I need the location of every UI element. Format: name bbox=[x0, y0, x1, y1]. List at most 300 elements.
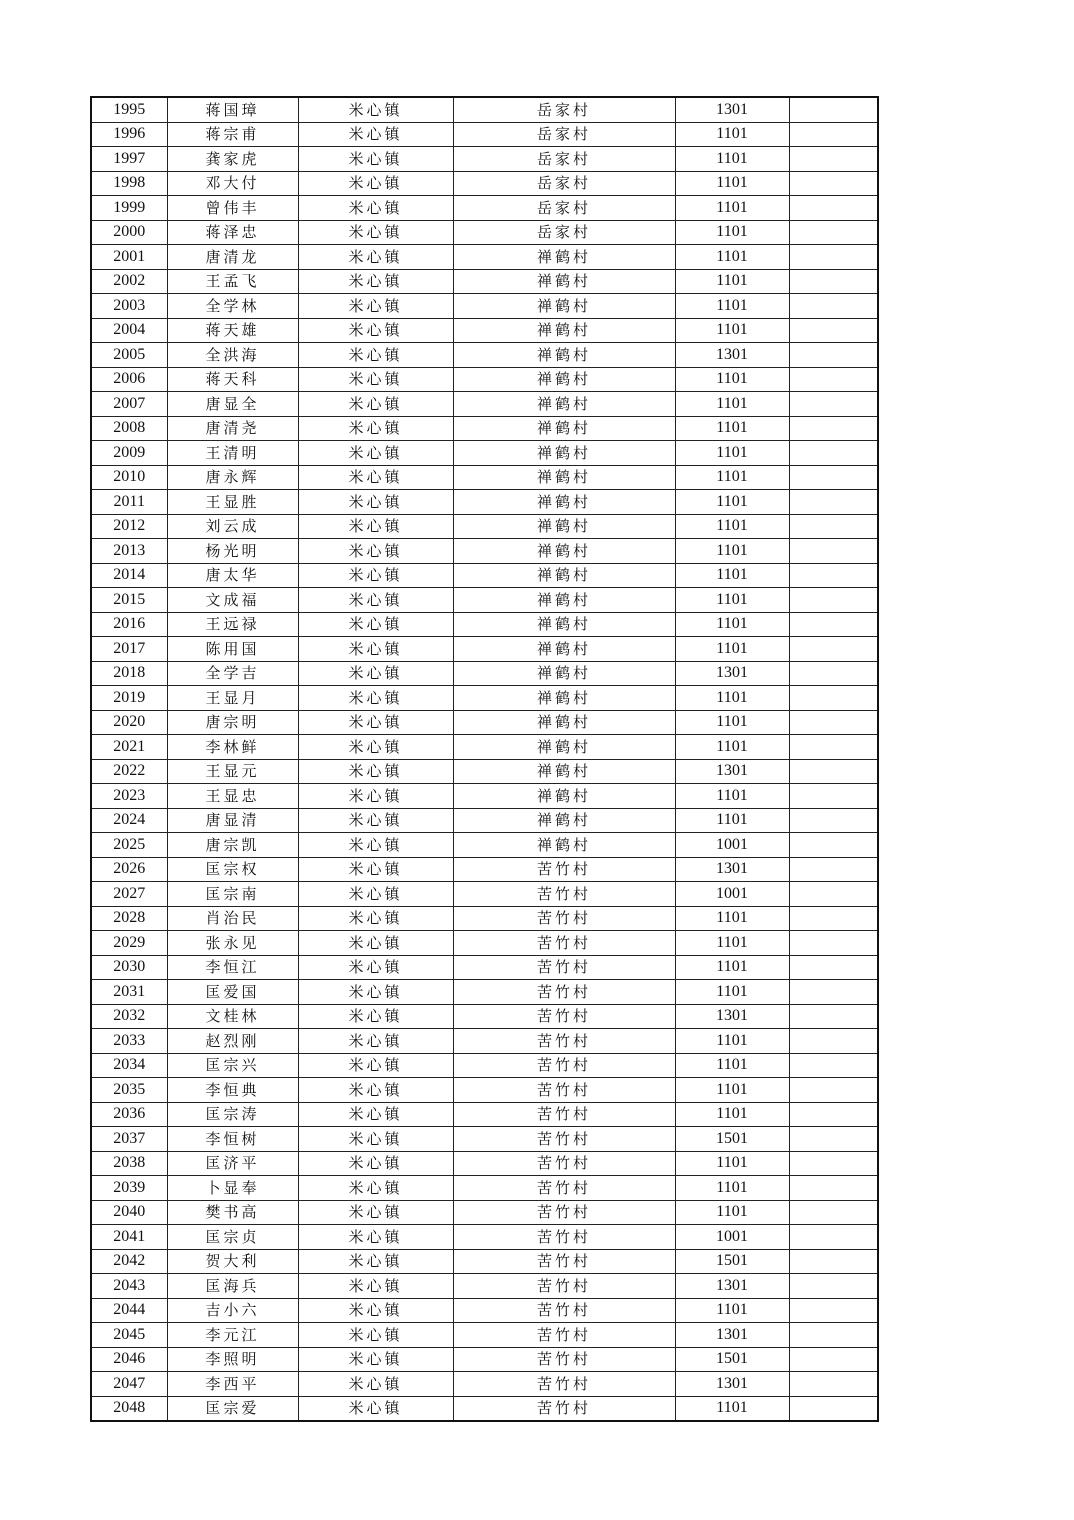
village-cell: 苦竹村 bbox=[453, 1102, 675, 1127]
code-cell: 1101 bbox=[675, 392, 789, 417]
table-row bbox=[91, 808, 878, 833]
row-index-cell: 2040 bbox=[91, 1200, 167, 1225]
town-cell: 米心镇 bbox=[298, 808, 453, 833]
town-cell: 米心镇 bbox=[298, 588, 453, 613]
table-row bbox=[91, 1200, 878, 1225]
row-index-cell: 2010 bbox=[91, 465, 167, 490]
row-index-cell: 2001 bbox=[91, 245, 167, 270]
town-cell: 米心镇 bbox=[298, 1396, 453, 1421]
village-cell: 禅鹤村 bbox=[453, 759, 675, 784]
blank-cell bbox=[789, 97, 878, 122]
town-cell: 米心镇 bbox=[298, 1200, 453, 1225]
row-index-cell: 1999 bbox=[91, 196, 167, 221]
code-cell: 1101 bbox=[675, 367, 789, 392]
name-cell: 邓大付 bbox=[167, 171, 298, 196]
blank-cell bbox=[789, 1151, 878, 1176]
village-cell: 禅鹤村 bbox=[453, 784, 675, 809]
town-cell: 米心镇 bbox=[298, 563, 453, 588]
village-cell: 苦竹村 bbox=[453, 1347, 675, 1372]
table-row bbox=[91, 1004, 878, 1029]
table-row bbox=[91, 1249, 878, 1274]
blank-cell bbox=[789, 710, 878, 735]
row-index-cell: 2024 bbox=[91, 808, 167, 833]
code-cell: 1101 bbox=[675, 416, 789, 441]
name-cell: 蒋泽忠 bbox=[167, 220, 298, 245]
table-row bbox=[91, 1151, 878, 1176]
blank-cell bbox=[789, 465, 878, 490]
code-cell: 1101 bbox=[675, 147, 789, 172]
village-cell: 禅鹤村 bbox=[453, 269, 675, 294]
code-cell: 1101 bbox=[675, 931, 789, 956]
table-row bbox=[91, 1274, 878, 1299]
row-index-cell: 1996 bbox=[91, 122, 167, 147]
town-cell: 米心镇 bbox=[298, 343, 453, 368]
row-index-cell: 2027 bbox=[91, 882, 167, 907]
blank-cell bbox=[789, 1323, 878, 1348]
name-cell: 蒋天科 bbox=[167, 367, 298, 392]
blank-cell bbox=[789, 220, 878, 245]
code-cell: 1101 bbox=[675, 465, 789, 490]
village-cell: 岳家村 bbox=[453, 97, 675, 122]
name-cell: 杨光明 bbox=[167, 539, 298, 564]
village-cell: 禅鹤村 bbox=[453, 343, 675, 368]
code-cell: 1101 bbox=[675, 808, 789, 833]
code-cell: 1101 bbox=[675, 171, 789, 196]
table-row bbox=[91, 343, 878, 368]
village-cell: 苦竹村 bbox=[453, 1372, 675, 1397]
town-cell: 米心镇 bbox=[298, 220, 453, 245]
blank-cell bbox=[789, 392, 878, 417]
row-index-cell: 1998 bbox=[91, 171, 167, 196]
blank-cell bbox=[789, 122, 878, 147]
name-cell: 唐清龙 bbox=[167, 245, 298, 270]
row-index-cell: 2023 bbox=[91, 784, 167, 809]
table-row bbox=[91, 833, 878, 858]
row-index-cell: 2005 bbox=[91, 343, 167, 368]
table-row bbox=[91, 220, 878, 245]
row-index-cell: 2019 bbox=[91, 686, 167, 711]
table-row bbox=[91, 980, 878, 1005]
name-cell: 李元江 bbox=[167, 1323, 298, 1348]
village-cell: 岳家村 bbox=[453, 122, 675, 147]
blank-cell bbox=[789, 196, 878, 221]
name-cell: 匡宗涛 bbox=[167, 1102, 298, 1127]
name-cell: 王显月 bbox=[167, 686, 298, 711]
town-cell: 米心镇 bbox=[298, 294, 453, 319]
table-row bbox=[91, 1078, 878, 1103]
name-cell: 陈用国 bbox=[167, 637, 298, 662]
blank-cell bbox=[789, 1200, 878, 1225]
table-row bbox=[91, 196, 878, 221]
row-index-cell: 2045 bbox=[91, 1323, 167, 1348]
name-cell: 匡海兵 bbox=[167, 1274, 298, 1299]
town-cell: 米心镇 bbox=[298, 147, 453, 172]
town-cell: 米心镇 bbox=[298, 97, 453, 122]
name-cell: 全学林 bbox=[167, 294, 298, 319]
blank-cell bbox=[789, 490, 878, 515]
row-index-cell: 2006 bbox=[91, 367, 167, 392]
row-index-cell: 2046 bbox=[91, 1347, 167, 1372]
blank-cell bbox=[789, 1029, 878, 1054]
village-cell: 苦竹村 bbox=[453, 955, 675, 980]
blank-cell bbox=[789, 759, 878, 784]
table-row bbox=[91, 147, 878, 172]
village-cell: 岳家村 bbox=[453, 171, 675, 196]
village-cell: 苦竹村 bbox=[453, 1298, 675, 1323]
row-index-cell: 2047 bbox=[91, 1372, 167, 1397]
village-cell: 禅鹤村 bbox=[453, 465, 675, 490]
code-cell: 1101 bbox=[675, 1151, 789, 1176]
town-cell: 米心镇 bbox=[298, 539, 453, 564]
code-cell: 1101 bbox=[675, 441, 789, 466]
blank-cell bbox=[789, 1396, 878, 1421]
row-index-cell: 2000 bbox=[91, 220, 167, 245]
name-cell: 匡宗爱 bbox=[167, 1396, 298, 1421]
code-cell: 1101 bbox=[675, 490, 789, 515]
name-cell: 文桂林 bbox=[167, 1004, 298, 1029]
town-cell: 米心镇 bbox=[298, 490, 453, 515]
town-cell: 米心镇 bbox=[298, 882, 453, 907]
village-cell: 禅鹤村 bbox=[453, 661, 675, 686]
town-cell: 米心镇 bbox=[298, 318, 453, 343]
table-row bbox=[91, 514, 878, 539]
code-cell: 1301 bbox=[675, 1274, 789, 1299]
code-cell: 1001 bbox=[675, 833, 789, 858]
table-row bbox=[91, 784, 878, 809]
code-cell: 1101 bbox=[675, 637, 789, 662]
code-cell: 1101 bbox=[675, 588, 789, 613]
code-cell: 1501 bbox=[675, 1249, 789, 1274]
row-index-cell: 2012 bbox=[91, 514, 167, 539]
table-row bbox=[91, 318, 878, 343]
village-cell: 禅鹤村 bbox=[453, 392, 675, 417]
blank-cell bbox=[789, 637, 878, 662]
row-index-cell: 2029 bbox=[91, 931, 167, 956]
table-row bbox=[91, 490, 878, 515]
name-cell: 唐显全 bbox=[167, 392, 298, 417]
table-row bbox=[91, 1396, 878, 1421]
blank-cell bbox=[789, 1176, 878, 1201]
town-cell: 米心镇 bbox=[298, 1372, 453, 1397]
row-index-cell: 2003 bbox=[91, 294, 167, 319]
code-cell: 1101 bbox=[675, 1200, 789, 1225]
row-index-cell: 2016 bbox=[91, 612, 167, 637]
row-index-cell: 2022 bbox=[91, 759, 167, 784]
code-cell: 1101 bbox=[675, 269, 789, 294]
blank-cell bbox=[789, 343, 878, 368]
table-row bbox=[91, 857, 878, 882]
town-cell: 米心镇 bbox=[298, 269, 453, 294]
code-cell: 1101 bbox=[675, 710, 789, 735]
village-cell: 禅鹤村 bbox=[453, 735, 675, 760]
blank-cell bbox=[789, 245, 878, 270]
table-row bbox=[91, 171, 878, 196]
row-index-cell: 2018 bbox=[91, 661, 167, 686]
table-row bbox=[91, 1298, 878, 1323]
town-cell: 米心镇 bbox=[298, 686, 453, 711]
town-cell: 米心镇 bbox=[298, 833, 453, 858]
village-cell: 岳家村 bbox=[453, 220, 675, 245]
village-cell: 禅鹤村 bbox=[453, 416, 675, 441]
name-cell: 刘云成 bbox=[167, 514, 298, 539]
row-index-cell: 2002 bbox=[91, 269, 167, 294]
code-cell: 1301 bbox=[675, 661, 789, 686]
blank-cell bbox=[789, 1004, 878, 1029]
blank-cell bbox=[789, 857, 878, 882]
table-row bbox=[91, 1029, 878, 1054]
row-index-cell: 2035 bbox=[91, 1078, 167, 1103]
code-cell: 1101 bbox=[675, 294, 789, 319]
village-cell: 禅鹤村 bbox=[453, 514, 675, 539]
town-cell: 米心镇 bbox=[298, 514, 453, 539]
village-cell: 禅鹤村 bbox=[453, 490, 675, 515]
name-cell: 匡济平 bbox=[167, 1151, 298, 1176]
name-cell: 李恒典 bbox=[167, 1078, 298, 1103]
village-cell: 苦竹村 bbox=[453, 1078, 675, 1103]
table-row bbox=[91, 1323, 878, 1348]
table-row bbox=[91, 1347, 878, 1372]
code-cell: 1101 bbox=[675, 612, 789, 637]
code-cell: 1101 bbox=[675, 245, 789, 270]
code-cell: 1101 bbox=[675, 122, 789, 147]
town-cell: 米心镇 bbox=[298, 1225, 453, 1250]
table-row bbox=[91, 906, 878, 931]
code-cell: 1101 bbox=[675, 1053, 789, 1078]
row-index-cell: 2048 bbox=[91, 1396, 167, 1421]
name-cell: 李照明 bbox=[167, 1347, 298, 1372]
town-cell: 米心镇 bbox=[298, 171, 453, 196]
village-cell: 苦竹村 bbox=[453, 1053, 675, 1078]
town-cell: 米心镇 bbox=[298, 931, 453, 956]
code-cell: 1101 bbox=[675, 563, 789, 588]
row-index-cell: 2033 bbox=[91, 1029, 167, 1054]
table-row bbox=[91, 1053, 878, 1078]
row-index-cell: 2031 bbox=[91, 980, 167, 1005]
name-cell: 唐太华 bbox=[167, 563, 298, 588]
name-cell: 李西平 bbox=[167, 1372, 298, 1397]
town-cell: 米心镇 bbox=[298, 906, 453, 931]
table-row bbox=[91, 563, 878, 588]
blank-cell bbox=[789, 539, 878, 564]
table-row bbox=[91, 392, 878, 417]
row-index-cell: 2034 bbox=[91, 1053, 167, 1078]
row-index-cell: 2032 bbox=[91, 1004, 167, 1029]
row-index-cell: 2007 bbox=[91, 392, 167, 417]
blank-cell bbox=[789, 269, 878, 294]
name-cell: 卜显奉 bbox=[167, 1176, 298, 1201]
code-cell: 1101 bbox=[675, 955, 789, 980]
blank-cell bbox=[789, 1372, 878, 1397]
code-cell: 1101 bbox=[675, 318, 789, 343]
village-cell: 苦竹村 bbox=[453, 1151, 675, 1176]
village-cell: 苦竹村 bbox=[453, 1176, 675, 1201]
name-cell: 蒋天雄 bbox=[167, 318, 298, 343]
village-cell: 禅鹤村 bbox=[453, 833, 675, 858]
code-cell: 1101 bbox=[675, 220, 789, 245]
town-cell: 米心镇 bbox=[298, 1176, 453, 1201]
table-row bbox=[91, 294, 878, 319]
town-cell: 米心镇 bbox=[298, 955, 453, 980]
blank-cell bbox=[789, 367, 878, 392]
row-index-cell: 2025 bbox=[91, 833, 167, 858]
blank-cell bbox=[789, 784, 878, 809]
row-index-cell: 2039 bbox=[91, 1176, 167, 1201]
village-cell: 禅鹤村 bbox=[453, 612, 675, 637]
table-row bbox=[91, 539, 878, 564]
village-cell: 禅鹤村 bbox=[453, 441, 675, 466]
name-cell: 王远禄 bbox=[167, 612, 298, 637]
town-cell: 米心镇 bbox=[298, 441, 453, 466]
blank-cell bbox=[789, 563, 878, 588]
name-cell: 王显胜 bbox=[167, 490, 298, 515]
village-cell: 苦竹村 bbox=[453, 1249, 675, 1274]
village-cell: 苦竹村 bbox=[453, 882, 675, 907]
table-row bbox=[91, 686, 878, 711]
table-row bbox=[91, 955, 878, 980]
row-index-cell: 2011 bbox=[91, 490, 167, 515]
code-cell: 1101 bbox=[675, 1298, 789, 1323]
table-row bbox=[91, 588, 878, 613]
town-cell: 米心镇 bbox=[298, 1249, 453, 1274]
row-index-cell: 2038 bbox=[91, 1151, 167, 1176]
name-cell: 全洪海 bbox=[167, 343, 298, 368]
town-cell: 米心镇 bbox=[298, 1078, 453, 1103]
code-cell: 1301 bbox=[675, 759, 789, 784]
blank-cell bbox=[789, 1347, 878, 1372]
blank-cell bbox=[789, 1249, 878, 1274]
row-index-cell: 2044 bbox=[91, 1298, 167, 1323]
blank-cell bbox=[789, 588, 878, 613]
row-index-cell: 2041 bbox=[91, 1225, 167, 1250]
town-cell: 米心镇 bbox=[298, 1298, 453, 1323]
table-row bbox=[91, 735, 878, 760]
data-table bbox=[90, 96, 879, 1422]
table-row bbox=[91, 245, 878, 270]
town-cell: 米心镇 bbox=[298, 710, 453, 735]
table-row bbox=[91, 661, 878, 686]
row-index-cell: 2030 bbox=[91, 955, 167, 980]
code-cell: 1101 bbox=[675, 784, 789, 809]
code-cell: 1501 bbox=[675, 1127, 789, 1152]
name-cell: 唐宗凯 bbox=[167, 833, 298, 858]
table-row bbox=[91, 612, 878, 637]
village-cell: 苦竹村 bbox=[453, 980, 675, 1005]
row-index-cell: 2021 bbox=[91, 735, 167, 760]
town-cell: 米心镇 bbox=[298, 1274, 453, 1299]
code-cell: 1101 bbox=[675, 686, 789, 711]
code-cell: 1101 bbox=[675, 735, 789, 760]
row-index-cell: 2037 bbox=[91, 1127, 167, 1152]
village-cell: 禅鹤村 bbox=[453, 539, 675, 564]
town-cell: 米心镇 bbox=[298, 1029, 453, 1054]
village-cell: 禅鹤村 bbox=[453, 563, 675, 588]
name-cell: 李恒树 bbox=[167, 1127, 298, 1152]
blank-cell bbox=[789, 441, 878, 466]
village-cell: 禅鹤村 bbox=[453, 808, 675, 833]
table-row bbox=[91, 1372, 878, 1397]
village-cell: 岳家村 bbox=[453, 196, 675, 221]
blank-cell bbox=[789, 882, 878, 907]
name-cell: 王显元 bbox=[167, 759, 298, 784]
town-cell: 米心镇 bbox=[298, 612, 453, 637]
code-cell: 1101 bbox=[675, 1176, 789, 1201]
code-cell: 1301 bbox=[675, 97, 789, 122]
name-cell: 肖治民 bbox=[167, 906, 298, 931]
row-index-cell: 2015 bbox=[91, 588, 167, 613]
name-cell: 张永见 bbox=[167, 931, 298, 956]
name-cell: 曾伟丰 bbox=[167, 196, 298, 221]
row-index-cell: 2020 bbox=[91, 710, 167, 735]
name-cell: 王清明 bbox=[167, 441, 298, 466]
village-cell: 岳家村 bbox=[453, 147, 675, 172]
town-cell: 米心镇 bbox=[298, 1004, 453, 1029]
row-index-cell: 2014 bbox=[91, 563, 167, 588]
town-cell: 米心镇 bbox=[298, 1053, 453, 1078]
name-cell: 樊书高 bbox=[167, 1200, 298, 1225]
code-cell: 1001 bbox=[675, 882, 789, 907]
village-cell: 苦竹村 bbox=[453, 857, 675, 882]
row-index-cell: 2042 bbox=[91, 1249, 167, 1274]
blank-cell bbox=[789, 416, 878, 441]
town-cell: 米心镇 bbox=[298, 392, 453, 417]
town-cell: 米心镇 bbox=[298, 416, 453, 441]
town-cell: 米心镇 bbox=[298, 367, 453, 392]
town-cell: 米心镇 bbox=[298, 1323, 453, 1348]
village-cell: 苦竹村 bbox=[453, 1274, 675, 1299]
row-index-cell: 2036 bbox=[91, 1102, 167, 1127]
table-row bbox=[91, 1127, 878, 1152]
village-cell: 苦竹村 bbox=[453, 1127, 675, 1152]
blank-cell bbox=[789, 906, 878, 931]
village-cell: 苦竹村 bbox=[453, 1396, 675, 1421]
row-index-cell: 2028 bbox=[91, 906, 167, 931]
blank-cell bbox=[789, 1225, 878, 1250]
village-cell: 苦竹村 bbox=[453, 1200, 675, 1225]
town-cell: 米心镇 bbox=[298, 661, 453, 686]
table-row bbox=[91, 269, 878, 294]
village-cell: 禅鹤村 bbox=[453, 637, 675, 662]
blank-cell bbox=[789, 1102, 878, 1127]
blank-cell bbox=[789, 147, 878, 172]
table-row bbox=[91, 465, 878, 490]
table-row bbox=[91, 441, 878, 466]
name-cell: 李恒江 bbox=[167, 955, 298, 980]
row-index-cell: 2004 bbox=[91, 318, 167, 343]
code-cell: 1101 bbox=[675, 980, 789, 1005]
name-cell: 全学吉 bbox=[167, 661, 298, 686]
code-cell: 1301 bbox=[675, 343, 789, 368]
name-cell: 吉小六 bbox=[167, 1298, 298, 1323]
blank-cell bbox=[789, 171, 878, 196]
blank-cell bbox=[789, 1053, 878, 1078]
code-cell: 1101 bbox=[675, 1396, 789, 1421]
village-cell: 苦竹村 bbox=[453, 1029, 675, 1054]
row-index-cell: 2026 bbox=[91, 857, 167, 882]
blank-cell bbox=[789, 955, 878, 980]
table-row bbox=[91, 931, 878, 956]
name-cell: 唐宗明 bbox=[167, 710, 298, 735]
village-cell: 苦竹村 bbox=[453, 1004, 675, 1029]
village-cell: 禅鹤村 bbox=[453, 588, 675, 613]
name-cell: 匡爱国 bbox=[167, 980, 298, 1005]
row-index-cell: 1995 bbox=[91, 97, 167, 122]
blank-cell bbox=[789, 1298, 878, 1323]
name-cell: 蒋国璋 bbox=[167, 97, 298, 122]
row-index-cell: 2043 bbox=[91, 1274, 167, 1299]
table-row bbox=[91, 122, 878, 147]
blank-cell bbox=[789, 514, 878, 539]
village-cell: 苦竹村 bbox=[453, 1225, 675, 1250]
